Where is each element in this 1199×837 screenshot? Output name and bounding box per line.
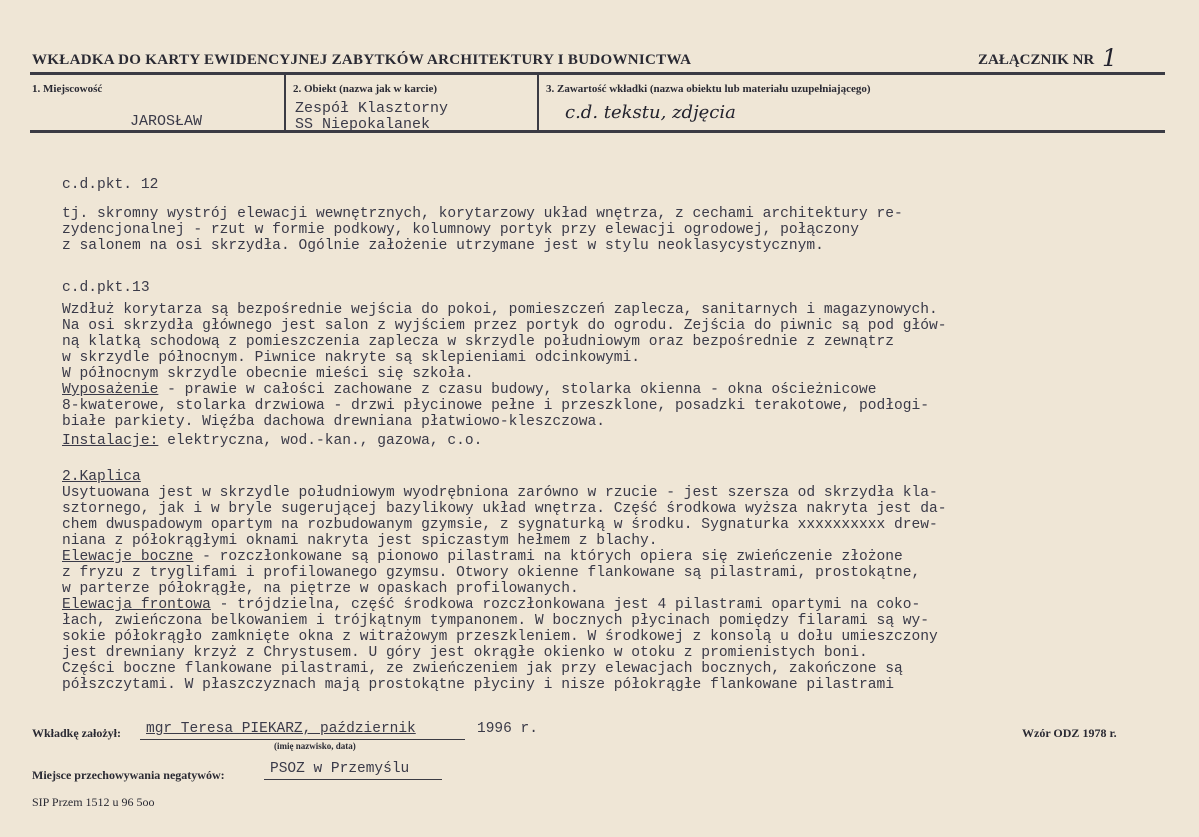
body-line: półszczytami. W płaszczyznach mają prostokątne płyciny i nisze półokrągłe flankowane pilastrami	[62, 677, 894, 693]
section-heading: Elewacja frontowa	[62, 597, 211, 613]
body-line: jest drewniany krzyż z Chrystusem. U góry jest okrągłe okienko w otoku z promienistych boni.	[62, 645, 868, 661]
section-text: - rozczłonkowane są pionowo pilastrami na których opiera się zwieńczenie złożone	[193, 549, 903, 565]
section-heading: Wyposażenie	[62, 382, 159, 398]
body-line: z fryzu z tryglifami i profilowanego gzymsu. Otwory okienne flankowane są pilastrami, prostokątne,	[62, 565, 921, 581]
body-line: sztornego, jak i w bryle sugerującej bazylikowy układ wnętrza. Część środkowa wyższa nakryta jest da-	[62, 501, 947, 517]
form-template-label: Wzór ODZ 1978 r.	[1022, 726, 1117, 740]
section-text: elektryczna, wod.-kan., gazowa, c.o.	[158, 433, 483, 449]
body-line: białe parkiety. Więźba dachowa drewniana płatwiowo-kleszczowa.	[62, 414, 605, 430]
field-divider-1	[284, 74, 286, 132]
negatives-label: Miejsce przechowywania negatywów:	[32, 768, 225, 782]
body-line-elewacja-frontowa	[62, 597, 920, 613]
body-line: Wzdłuż korytarza są bezpośrednie wejścia do pokoi, pomieszczeń zaplecza, sanitarnych i magazynowych.	[62, 302, 938, 318]
body-line: c.d.pkt.13	[62, 280, 150, 296]
header-rule-bottom	[30, 130, 1165, 133]
section-heading-kaplica: 2.Kaplica	[62, 469, 141, 485]
body-line: z salonem na osi skrzydła. Ogólnie założenie utrzymane jest w stylu neoklasycystycznym.	[62, 238, 824, 254]
body-line-instalacje	[62, 433, 482, 449]
locality-value: JAROSŁAW	[130, 113, 203, 130]
contents-value: c.d. tekstu, zdjęcia	[565, 102, 736, 123]
body-line: ną klatką schodową z pomieszczenia zaplecza w skrzydle południowym oraz bezpośrednie z zewnątrz	[62, 334, 894, 350]
body-line: zydencjonalnej - rzut w formie podkowy, kolumnowy portyk przy elewacji ogrodowej, połączony	[62, 222, 859, 238]
object-label: 2. Obiekt (nazwa jak w karcie)	[293, 83, 438, 95]
body-line: Na osi skrzydła głównego jest salon z wyjściem przez portyk do ogrodu. Zejścia do piwnic są pod głów-	[62, 318, 947, 334]
negatives-underline	[264, 779, 442, 780]
body-line: W północnym skrzydle obecnie mieści się szkoła.	[62, 366, 474, 382]
annex-label: ZAŁĄCZNIK NR	[978, 52, 1095, 68]
section-text: - prawie w całości zachowane z czasu budowy, stolarka okienna - okna ościeżnicowe	[158, 382, 877, 398]
body-line: w parterze półokrągłe, na piętrze w opaskach profilowanych.	[62, 581, 579, 597]
body-line: 8-kwaterowe, stolarka drzwiowa - drzwi płycinowe pełne i przeszklone, posadzki terakotowe, podłogi-	[62, 398, 930, 414]
body-line-wyposazenie	[62, 382, 876, 398]
section-heading: Instalacje:	[62, 433, 159, 449]
field-divider-2	[537, 74, 539, 132]
object-value-line1: Zespół Klasztorny	[295, 100, 449, 117]
print-info: SIP Przem 1512 u 96 5oo	[32, 795, 155, 809]
body-line: chem dwuspadowym opartym na rozbudowanym gzymsie, z sygnaturką w środku. Sygnaturka xxxxxxxxxx drew-	[62, 517, 938, 533]
section-heading: Elewacje boczne	[62, 549, 194, 565]
author-year: 1996 r.	[477, 721, 538, 737]
body-line: tj. skromny wystrój elewacji wewnętrznych, korytarzowy układ wnętrza, z cechami architektury re-	[62, 206, 903, 222]
locality-label: 1. Miejscowość	[32, 83, 103, 95]
object-value-line2: SS Niepokalanek	[295, 116, 431, 133]
body-line-elewacje-boczne	[62, 549, 903, 565]
section-text: - trójdzielna, część środkowa rozczłonkowana jest 4 pilastrami opartymi na coko-	[210, 597, 921, 613]
negatives-value: PSOZ w Przemyślu	[270, 761, 410, 777]
body-line: Usytuowana jest w skrzydle południowym wyodrębniona zarówno w rzucie - jest szersza od skrzydła kla-	[62, 485, 938, 501]
author-hint: (imię nazwisko, data)	[274, 741, 356, 751]
body-line: łach, zwieńczona belkowaniem i trójkątnym tympanonem. W bocznych płycinach pomiędzy filarami są wy-	[62, 613, 930, 629]
annex-number: 1	[1102, 44, 1118, 72]
body-line: w skrzydle północnym. Piwnice nakryte są sklepieniami odcinkowymi.	[62, 350, 641, 366]
body-line: c.d.pkt. 12	[62, 177, 159, 193]
header-rule-top	[30, 72, 1165, 75]
card-title: WKŁADKA DO KARTY EWIDENCYJNEJ ZABYTKÓW ARCHITEKTURY I BUDOWNICTWA	[32, 52, 692, 68]
author-label: Wkładkę założył:	[32, 726, 121, 740]
body-line: niana z półokrągłymi oknami nakryta jest spiczastym hełmem z blachy.	[62, 533, 658, 549]
author-underline	[140, 739, 465, 740]
author-value: mgr Teresa PIEKARZ, październik	[146, 721, 416, 737]
body-line: sokie półokrągło zamknięte okna z witrażowym przeszkleniem. W środkowej z konsolą u dołu umieszczony	[62, 629, 938, 645]
contents-label: 3. Zawartość wkładki (nazwa obiektu lub materiału uzupełniającego)	[546, 83, 871, 95]
body-line: Części boczne flankowane pilastrami, ze zwieńczeniem jak przy elewacjach bocznych, zakończone są	[62, 661, 903, 677]
